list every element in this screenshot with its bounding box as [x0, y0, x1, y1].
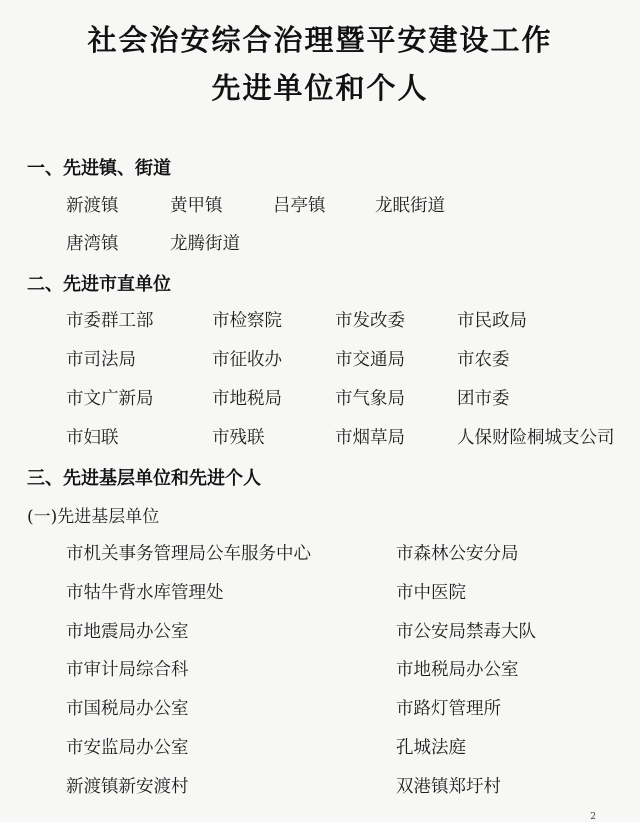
list-row	[0, 540, 640, 566]
list-row	[0, 346, 640, 372]
list-row	[0, 579, 640, 605]
list-item: 市牯牛背水库管理处	[66, 583, 224, 603]
list-row	[0, 307, 640, 333]
list-item: 市交通局	[335, 350, 405, 370]
list-item: 市文广新局	[66, 389, 154, 409]
list-item: 龙腾街道	[170, 234, 240, 254]
list-item: 市司法局	[66, 350, 136, 370]
list-item: 市机关事务管理局公车服务中心	[66, 544, 311, 564]
list-item: 市委群工部	[66, 311, 154, 331]
list-item: 唐湾镇	[66, 234, 119, 254]
list-item: 市地税局	[212, 389, 282, 409]
list-item: 市路灯管理所	[396, 699, 501, 719]
section-heading-grassroots: 三、先进基层单位和先进个人	[27, 468, 261, 489]
list-row	[0, 230, 640, 256]
list-item: 团市委	[457, 389, 510, 409]
list-item: 市地税局办公室	[396, 660, 519, 680]
list-item: 孔城法庭	[396, 738, 466, 758]
list-item: 市妇联	[66, 428, 119, 448]
page-number: 2	[590, 812, 596, 822]
list-item: 市烟草局	[335, 428, 405, 448]
list-item: 市森林公安分局	[396, 544, 519, 564]
list-row	[0, 192, 640, 218]
list-item: 市气象局	[335, 389, 405, 409]
list-item: 市审计局综合科	[66, 660, 189, 680]
list-row	[0, 695, 640, 721]
list-item: 市征收办	[212, 350, 282, 370]
list-item: 市地震局办公室	[66, 622, 189, 642]
list-item: 市农委	[457, 350, 510, 370]
list-item: 市公安局禁毒大队	[396, 622, 536, 642]
list-item: 市中医院	[396, 583, 466, 603]
document-title-line2: 先进单位和个人	[211, 71, 429, 105]
list-row	[0, 656, 640, 682]
section-heading-towns: 一、先进镇、街道	[27, 158, 171, 179]
list-item: 市安监局办公室	[66, 738, 189, 758]
list-item: 双港镇郑圩村	[396, 777, 501, 797]
document-title-line1: 社会治安综合治理暨平安建设工作	[87, 23, 553, 57]
list-row	[0, 773, 640, 799]
list-item: 市检察院	[212, 311, 282, 331]
list-item: 新渡镇	[66, 196, 119, 216]
list-row	[0, 385, 640, 411]
list-item: 市发改委	[335, 311, 405, 331]
list-item: 市国税局办公室	[66, 699, 189, 719]
section-heading-city-units: 二、先进市直单位	[27, 274, 171, 295]
list-item: 新渡镇新安渡村	[66, 777, 189, 797]
list-item: 市残联	[212, 428, 265, 448]
list-item: 吕亭镇	[273, 196, 326, 216]
subsection-heading: (一)先进基层单位	[27, 507, 160, 527]
list-item: 市民政局	[457, 311, 527, 331]
list-row	[0, 734, 640, 760]
list-item: 黄甲镇	[170, 196, 223, 216]
list-row	[0, 618, 640, 644]
list-row	[0, 424, 640, 450]
list-item: 龙眠街道	[375, 196, 445, 216]
list-item: 人保财险桐城支公司	[457, 428, 615, 448]
